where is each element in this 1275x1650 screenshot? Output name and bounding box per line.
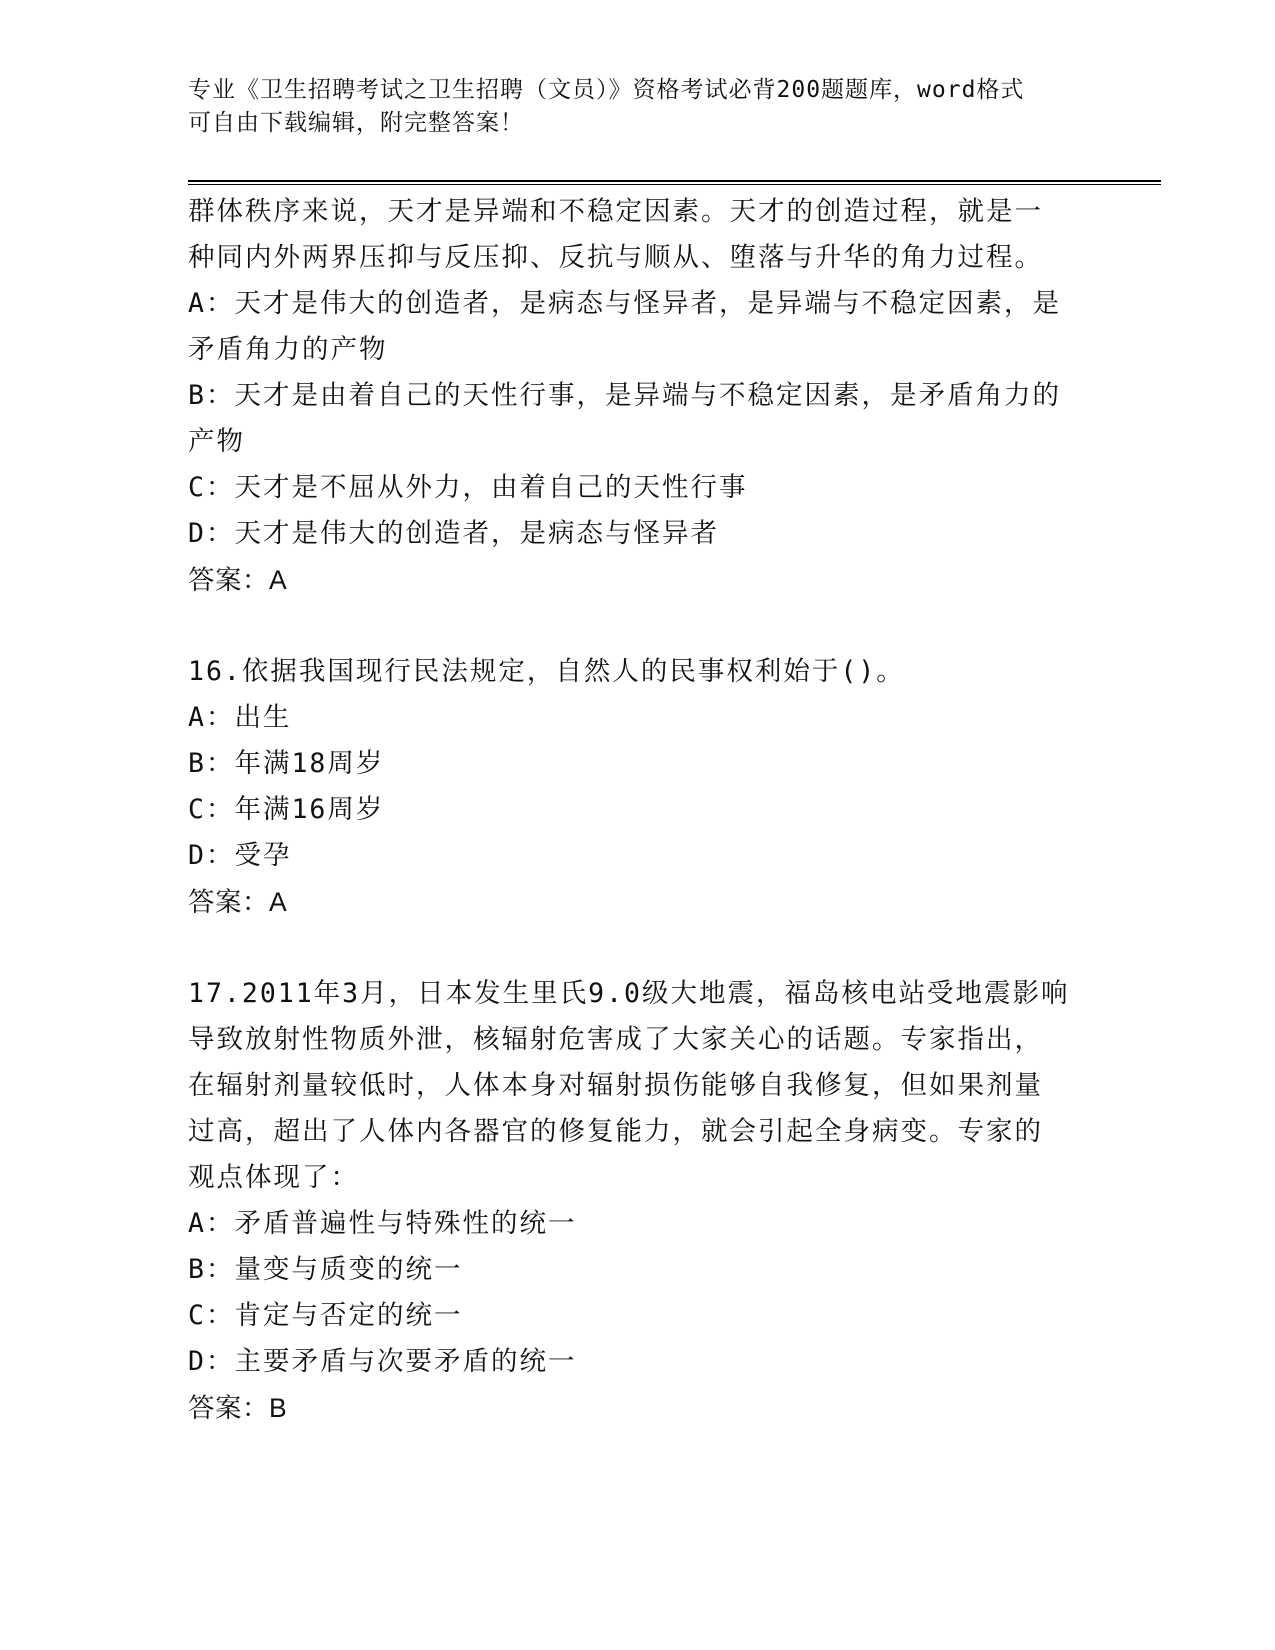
question-17 bbox=[188, 971, 1088, 1431]
question-stem-line: 群体秩序来说，天才是异端和不稳定因素。天才的创造过程，就是一 bbox=[188, 196, 1043, 227]
option-d: D：受孕 bbox=[188, 840, 292, 871]
option-b-continued: 产物 bbox=[188, 426, 245, 457]
question-spacer bbox=[188, 925, 1088, 971]
header-divider-thin bbox=[188, 184, 1161, 185]
option-b: B：量变与质变的统一 bbox=[188, 1254, 463, 1285]
option-a: A：天才是伟大的创造者，是病态与怪异者，是异端与不稳定因素，是 bbox=[188, 288, 1061, 319]
question-16 bbox=[188, 649, 1088, 925]
question-stem-line: 过高，超出了人体内各器官的修复能力，就会引起全身病变。专家的 bbox=[188, 1116, 1043, 1147]
question-stem-line: 17.2011年3月，日本发生里氏9.0级大地震，福岛核电站受地震影响 bbox=[188, 978, 1070, 1009]
answer-label: 答案：A bbox=[188, 887, 288, 917]
header-line-1: 专业《卫生招聘考试之卫生招聘（文员）》资格考试必背200题题库，word格式 bbox=[188, 77, 1025, 103]
option-c: C：天才是不屈从外力，由着自己的天性行事 bbox=[188, 472, 748, 503]
option-d: D：主要矛盾与次要矛盾的统一 bbox=[188, 1346, 577, 1377]
document-header bbox=[188, 74, 1088, 140]
question-stem-line: 16.依据我国现行民法规定，自然人的民事权利始于()。 bbox=[188, 656, 905, 687]
question-stem-line: 观点体现了： bbox=[188, 1162, 359, 1193]
option-a-continued: 矛盾角力的产物 bbox=[188, 334, 388, 365]
option-c: C：肯定与否定的统一 bbox=[188, 1300, 463, 1331]
header-divider-thick bbox=[188, 180, 1161, 182]
question-15 bbox=[188, 189, 1088, 603]
answer-label: 答案：A bbox=[188, 565, 288, 595]
option-b: B：年满18周岁 bbox=[188, 748, 385, 779]
answer-label: 答案：B bbox=[188, 1393, 288, 1423]
option-c: C：年满16周岁 bbox=[188, 794, 385, 825]
question-spacer bbox=[188, 603, 1088, 649]
header-line-2: 可自由下载编辑，附完整答案！ bbox=[188, 110, 524, 136]
option-a: A：矛盾普遍性与特殊性的统一 bbox=[188, 1208, 577, 1239]
option-b: B：天才是由着自己的天性行事，是异端与不稳定因素，是矛盾角力的 bbox=[188, 380, 1061, 411]
document-body bbox=[188, 189, 1088, 1431]
question-stem-line: 种同内外两界压抑与反压抑、反抗与顺从、堕落与升华的角力过程。 bbox=[188, 242, 1043, 273]
question-stem-line: 导致放射性物质外泄，核辐射危害成了大家关心的话题。专家指出， bbox=[188, 1024, 1043, 1055]
option-a: A：出生 bbox=[188, 702, 292, 733]
question-stem-line: 在辐射剂量较低时，人体本身对辐射损伤能够自我修复，但如果剂量 bbox=[188, 1070, 1043, 1101]
option-d: D：天才是伟大的创造者，是病态与怪异者 bbox=[188, 518, 719, 549]
